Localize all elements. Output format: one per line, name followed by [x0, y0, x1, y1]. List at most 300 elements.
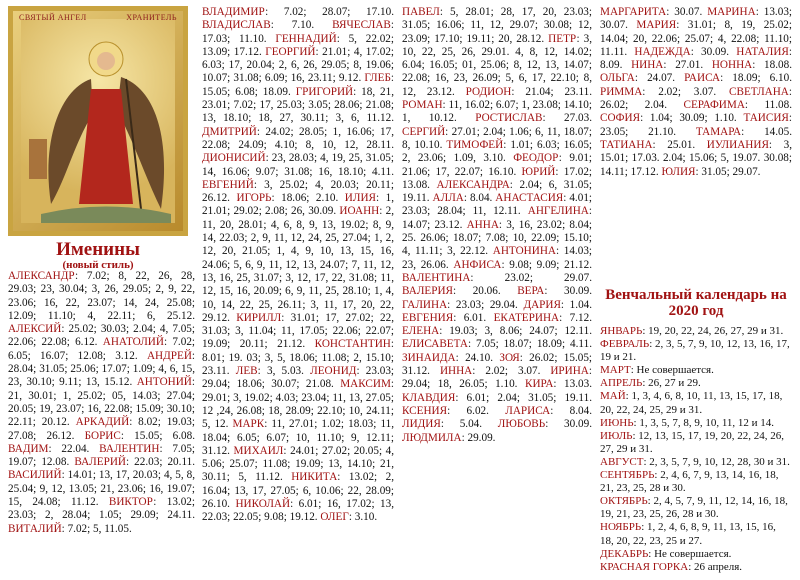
nameday-entry: ДМИТРИЙ: 24.02; 28.05; 1, 16.06; 17, 22.08; 24.09; 4.10; 8, 10, 12, 28.11. — [202, 125, 394, 151]
nameday-name: ЛЕВ — [235, 365, 258, 378]
wedding-month-dates: 1, 3, 5, 7, 8, 9, 10, 11, 12 и 14. — [639, 416, 775, 429]
wedding-month-name: НОЯБРЬ — [600, 521, 642, 534]
nameday-name: ВАДИМ — [8, 442, 49, 455]
nameday-entry: СВЕТЛАНА: 26.02; 2.04. — [600, 85, 792, 112]
nameday-name: ОЛЕГ — [320, 511, 349, 524]
nameday-name: ВАЛЕНТИН — [99, 442, 160, 455]
nameday-entry: ДИОНИСИЙ: 23, 28.03; 4, 19, 25, 31.05; 14, 16.06; 9.07; 31.08; 16, 18.10; 4.11. — [202, 152, 395, 178]
nameday-dates: 3, 16, 23.02; 8.04; 25. 26.06; 18.07; 7.08; 10, 22.09; 15.10; 4, 11.11; 3, 22.12. — [402, 218, 593, 258]
nameday-entry: ЗИНАИДА: 24.10. — [402, 351, 494, 364]
wedding-month-name: ЯНВАРЬ — [600, 325, 643, 337]
nameday-entry: МАРК: 11, 27.01; 1.02; 18.03; 11, 18.04; 6.05; 6.07; 10, 11.10; 9, 12.11; 31.12. — [202, 418, 395, 457]
namedays-column-1 — [8, 270, 195, 536]
nameday-entry: ВЯЧЕСЛАВ: 17.03; 11.10. — [202, 19, 394, 45]
icon-painting — [21, 19, 175, 223]
nameday-dates: 24.01; 27.02; 20.05; 4, 5.06; 25.07; 11.08; 19.09; 13, 14.10; 21, 30.11; 5, 11.12. — [202, 444, 395, 484]
nameday-name: КИРИЛЛ — [236, 311, 282, 324]
nameday-dates: 7.05; 18.07; 18.09; 4.11. — [476, 338, 592, 351]
nameday-dates: 8.01; 19. 03; 3, 5, 18.06; 11.08; 2, 15.10; 23.11. — [202, 351, 394, 378]
nameday-entry: ВИТАЛИЙ: 7.02; 5, 11.05. — [8, 522, 132, 535]
nameday-dates: 27.03. — [564, 112, 593, 125]
nameday-dates: 11, 27.01; 1.02; 18.03; 11, 18.04; 6.05; 6.07; 10, 11.10; 9, 12.11; 31.12. — [202, 418, 395, 457]
nameday-dates: 14.07; 23.12. — [402, 218, 463, 231]
nameday-name: РОСТИСЛАВ — [475, 112, 543, 125]
nameday-entry: ЛИДИЯ: 5.04. — [402, 418, 483, 431]
nameday-name: ТИМОФЕЙ — [446, 138, 504, 151]
nameday-dates: 8.04. — [469, 192, 493, 205]
nameday-name: ЛЮДМИЛА — [402, 431, 462, 444]
nameday-name: ИУЛИАНИЯ — [706, 138, 769, 151]
wedding-month-entry: СЕНТЯБРЬ: 2, 4, 6, 7, 9, 13, 14, 16, 18, 21, 23, 25, 28 и 30. — [600, 469, 779, 495]
nameday-dates: 20.06. — [472, 285, 501, 298]
nameday-name: ГЕННАДИЙ — [275, 32, 337, 45]
nameday-dates: 4.01; 23.03; 28.04; 11, 12.11. — [402, 192, 593, 218]
nameday-name: ГРИГОРИЙ — [295, 85, 354, 98]
nameday-name: ИРИНА — [550, 365, 589, 378]
nameday-entry: ЕЛЕНА: 19.03; 3, 8.06; 24.07; 12.11. — [402, 325, 592, 338]
nameday-entry: МАКСИМ: 29.01; 3, 19.02; 4.03; 23.04; 11, 13, 27.05; 12 ,24, 26.08; 18, 28.09; 22.10; 10, 24.11; 5, 12. — [202, 378, 394, 431]
wedding-month-name: АПРЕЛЬ — [600, 377, 643, 390]
nameday-name: ВЕРА — [517, 285, 545, 298]
nameday-name: АНТОНИЙ — [136, 376, 192, 389]
nameday-name: ГЛЕБ — [364, 72, 391, 85]
nameday-entry: НИКИТА: 13.02; 2, 16.04; 13, 17, 27.05; 6, 10.06; 22, 28.09; 26.10. — [202, 471, 394, 510]
nameday-entry: АНДРЕЙ: 28.04; 31.05; 25.06; 17.07; 1.09; 4, 6, 15, 23, 30.10; 9.11; 13, 15.12. — [8, 349, 196, 389]
nameday-name: ПЕТР — [548, 32, 577, 45]
nameday-name: ПАВЕЛ — [402, 6, 440, 18]
nameday-entry: НАТАЛИЯ: 8.09. — [600, 45, 793, 72]
nameday-entry: ВЛАДИСЛАВ: 7.10. — [202, 19, 315, 32]
nameday-name: ГЕОРГИЙ — [265, 45, 316, 58]
nameday-name: РОДИОН — [465, 85, 512, 98]
nameday-entry: РОСТИСЛАВ: 27.03. — [475, 112, 593, 125]
wedding-month-entry: ФЕВРАЛЬ: 2, 3, 5, 7, 9, 10, 12, 13, 16, 17, 19 и 21. — [600, 338, 790, 364]
nameday-entry: КЛАВДИЯ: 6.01; 2.04; 31.05; 19.11. — [402, 391, 592, 404]
nameday-dates: 9.01; 21.06; 17, 22.07; 16.10. — [402, 152, 593, 178]
nameday-name: ВЛАДИСЛАВ — [202, 19, 271, 32]
nameday-name: ИОАНН — [339, 205, 380, 218]
nameday-entry: ИЛИЯ: 1, 21.01; 29.02; 2.08; 26, 30.09. — [202, 192, 395, 218]
nameday-name: МАРИЯ — [636, 19, 677, 32]
nameday-name: МАРИНА — [707, 6, 756, 18]
wedding-month-entry: ЯНВАРЬ: 19, 20, 22, 24, 26, 27, 29 и 31. — [600, 325, 784, 337]
nameday-name: НАДЕЖДА — [634, 45, 691, 58]
nameday-name: АНАСТАСИЯ — [495, 192, 564, 205]
wedding-month-name: АВГУСТ — [600, 455, 644, 468]
nameday-dates: 6.02. — [466, 404, 489, 417]
nameday-name: ИГОРЬ — [236, 192, 272, 205]
nameday-entry: ИУЛИАНИЯ: 3, 15.01; 17.03. 2.04; 15.06; 5, 19.07. 30.08; 14.11; 17.12. — [600, 138, 792, 178]
wedding-month-name: КРАСНАЯ ГОРКА — [600, 560, 689, 573]
nameday-name: КОНСТАНТИН — [314, 338, 391, 351]
nameday-dates: 25.02; 30.03; 2.04; 4, 7.05; 22.06; 22.08; 6.12. — [8, 323, 196, 349]
nameday-entry: НОННА: 18.08. — [711, 59, 793, 72]
nameday-dates: 29.01; 3, 19.02; 4.03; 23.04; 11, 13, 27.05; 12 ,24, 26.08; 18, 28.09; 22.10; 10, 24.11; 5, 12. — [202, 391, 394, 431]
nameday-entry: РОМАН: 11, 16.02; 6.07; 1, 23.08; 14.10; 1, 10.12. — [402, 99, 592, 125]
nameday-dates: 8.09. — [600, 59, 623, 72]
nameday-entry: ВАЛЕРИЯ: 20.06. — [402, 285, 501, 298]
nameday-name: КСЕНИЯ — [402, 404, 448, 417]
nameday-name: КЛАВДИЯ — [402, 391, 456, 404]
nameday-name: АЛЕКСАНДРА — [436, 178, 510, 191]
wedding-calendar-title: Венчальный календарь на 2020 год — [605, 287, 787, 319]
nameday-dates: 17.02; 13.08. — [402, 165, 593, 191]
wedding-month-dates: 26, 27 и 29. — [648, 377, 701, 390]
wedding-month-entry: ИЮЛЬ: 12, 13, 15, 17, 19, 20, 22, 24, 26, 27, 29 и 31. — [600, 429, 785, 455]
nameday-name: СОФИЯ — [600, 112, 641, 125]
nameday-dates: 28.04; 31.05; 25.06; 17.07; 1.09; 4, 6, 15, 23, 30.10; 9.11; 13, 15.12. — [8, 363, 195, 389]
wedding-month-name: ДЕКАБРЬ — [600, 547, 649, 560]
nameday-dates: 7.05; 19.07; 12.08. — [8, 442, 196, 469]
nameday-dates: 18, 21, 23.01; 7.02; 17, 25.03; 3.05; 28.06; 21.08; 13, 18.10; 18, 27, 30.11; 3, 6, 11.12. — [202, 85, 395, 125]
nameday-entry: ТАИСИЯ: 23.05; 21.10. — [600, 112, 793, 138]
wedding-calendar-list — [600, 325, 792, 574]
wedding-month-dates: 26 апреля. — [694, 560, 743, 573]
nameday-entry: ОЛЕГ: 3.10. — [320, 511, 378, 524]
nameday-entry: ЕЛИСАВЕТА: 7.05; 18.07; 18.09; 4.11. — [402, 338, 592, 351]
wedding-month-name: МАЙ — [600, 390, 626, 403]
nameday-entry: СЕРГИЙ: 27.01; 2.04; 1.06; 6, 11, 18.07; 8, 10.10. — [402, 125, 592, 151]
nameday-dates: 30.09. — [564, 285, 592, 298]
nameday-entry: ЮРИЙ: 17.02; 13.08. — [402, 165, 593, 191]
nameday-dates: 26.02; 15.05; 31.12. — [402, 351, 593, 378]
nameday-dates: 2, 11, 20, 28.01; 4, 6, 8, 9, 13, 19.02; 8, 9, 14, 22.03; 2, 9, 11, 12, 24, 25, 27.04; 1, 2, 12, 20, 21.05; 1, 4, 9, 10, 13, 15, 16, 24.06; 5, 6, 9, 11, 12, 13, 24.07; 7, 11, 12, 13, 16, 25, 31.07; 3, 12, 17, 22, 31.08; 11, 12, 15, 16, 20.09; 6, 9, 11, 25, 28.10; 1, 4, 10, 14, 22, 25, 26.11; 3, 11, 17, 20, 22, 29.12. — [202, 205, 395, 324]
nameday-entry: КОНСТАНТИН: 8.01; 19. 03; 3, 5, 18.06; 11.08; 2, 15.10; 23.11. — [202, 338, 394, 378]
nameday-dates: 3, 15.01; 17.03. 2.04; 15.06; 5, 19.07. 30.08; 14.11; 17.12. — [600, 138, 792, 178]
nameday-entry: ВАЛЕРИЙ: 22.03; 20.11. — [74, 456, 196, 469]
namedays-heading — [8, 240, 188, 271]
wedding-month-dates: 12, 13, 15, 17, 19, 20, 22, 24, 26, 27, 29 и 31. — [600, 429, 785, 455]
nameday-dates: 1.04; 30.09; 1.10. — [649, 112, 737, 125]
nameday-entry: КСЕНИЯ: 6.02. — [402, 404, 489, 417]
nameday-dates: 18.06; 2.10. — [281, 192, 339, 205]
wedding-month-name: СЕНТЯБРЬ — [600, 469, 655, 482]
nameday-name: НИКОЛАЙ — [235, 497, 291, 510]
nameday-entry: АНГЕЛИНА: 14.07; 23.12. — [402, 205, 592, 231]
nameday-name: МАРК — [232, 418, 265, 431]
nameday-name: ЮРИЙ — [521, 165, 556, 178]
nameday-dates: 6.01. — [463, 311, 487, 324]
nameday-name: ВАЛЕНТИНА — [402, 271, 471, 284]
nameday-dates: 27.01. — [675, 59, 704, 72]
nameday-entry: АЛЕКСИЙ: 25.02; 30.03; 2.04; 4, 7.05; 22.06; 22.08; 6.12. — [8, 323, 196, 349]
nameday-entry: ВАСИЛИЙ: 14.01; 13, 17, 20.03; 4, 5, 8, 25.04; 9, 12, 13.05; 21, 23.06; 16, 19.07; 15, 24.08; 11.12. — [8, 469, 196, 509]
nameday-dates: 7.02; 28.07; 17.10. — [283, 6, 394, 18]
nameday-name: ВИТАЛИЙ — [8, 522, 62, 535]
nameday-dates: 15.05; 6.08; 18.09. — [202, 85, 291, 98]
nameday-dates: 1.01; 6.03; 16.05; 2, 23.06; 1.09, 3.10. — [402, 138, 593, 165]
nameday-name: ДИОНИСИЙ — [202, 152, 266, 165]
wedding-month-name: ИЮНЬ — [600, 416, 634, 429]
nameday-entry: ИГОРЬ: 18.06; 2.10. — [236, 192, 339, 205]
guardian-angel-icon-image — [8, 6, 188, 236]
nameday-dates: 5.04. — [459, 418, 483, 431]
nameday-name: АРКАДИЙ — [75, 416, 130, 429]
nameday-name: МАКСИМ — [340, 378, 391, 391]
nameday-name: ВАСИЛИЙ — [8, 469, 62, 482]
nameday-entry: ТИМОФЕЙ: 1.01; 6.03; 16.05; 2, 23.06; 1.09, 3.10. — [402, 138, 593, 165]
nameday-entry: ФЕОДОР: 9.01; 21.06; 17, 22.07; 16.10. — [402, 152, 593, 178]
nameday-name: ВЯЧЕСЛАВ — [332, 19, 391, 32]
nameday-dates: 3, 10, 22, 25, 26, 29.01. 4, 8, 12, 14.02; 6.04; 16.05; 01, 25.06; 8, 12, 13, 14.07; 22.08; 16, 23, 26.09; 5, 6, 17, 22.10; 8, 12, 23.12. — [402, 32, 592, 98]
nameday-dates: 25.01. — [667, 138, 696, 151]
nameday-name: ЕВГЕНИЯ — [402, 311, 454, 324]
nameday-name: ЛЕОНИД — [310, 365, 357, 378]
nameday-entry: НИНА: 27.01. — [631, 59, 704, 72]
nameday-entry: ИРИНА: 29.04; 18, 26.05; 1.10. — [402, 365, 592, 391]
nameday-name: ЕЛЕНА — [402, 325, 440, 338]
nameday-name: ТАТИАНА — [600, 138, 653, 151]
nameday-dates: 14.03; 23, 26.06. — [402, 245, 593, 271]
nameday-entry: ИОАНН: 2, 11, 20, 28.01; 4, 6, 8, 9, 13, 19.02; 8, 9, 14, 22.03; 2, 9, 11, 12, 24, 25, 27.04; 1, 2, 12, 20, 21.05; 1, 4, 9, 10, 13, 15, 16, 24.06; 5, 6, 9, 11, 12, 13, 24.07; 7, 11, 12, 13, 16, 25, 31.07; 3, 12, 17, 22, 31.08; 11, 12, 15, 16, 20.09; 6, 9, 11, 25, 28.10; 1, 4, 10, 14, 22, 25, 26.11; 3, 11, 17, 20, 22, 29.12. — [202, 205, 395, 324]
nameday-dates: 15.05; 6.08. — [134, 429, 196, 442]
nameday-entry: ВАЛЕНТИНА: 23.02; 29.07. — [402, 271, 592, 284]
nameday-entry: РАИСА: 18.09; 6.10. — [684, 72, 793, 85]
nameday-entry: МАРГАРИТА: 30.07. — [600, 6, 703, 18]
nameday-name: ОЛЬГА — [600, 72, 635, 85]
nameday-dates: 3.10. — [354, 511, 378, 524]
wedding-month-entry: КРАСНАЯ ГОРКА: 26 апреля. — [600, 560, 743, 573]
nameday-dates: 24.02; 28.05; 1, 16.06; 17, 22.08; 24.09; 4.10; 8, 10, 12, 28.11. — [202, 125, 394, 151]
nameday-dates: 1, 21.01; 29.02; 2.08; 26, 30.09. — [202, 192, 395, 218]
nameday-entry: ВЕРА: 30.09. — [517, 285, 592, 298]
nameday-name: НОННА — [711, 59, 753, 72]
namedays-column-3 — [402, 6, 592, 445]
nameday-entry: АННА: 3, 16, 23.02; 8.04; 25. 26.06; 18.07; 7.08; 10, 22.09; 15.10; 4, 11.11; 3, 22.12. — [402, 218, 593, 258]
nameday-entry: АНАТОЛИЙ: 7.02; 6.05; 16.07; 12.08; 3.12. — [8, 336, 196, 362]
nameday-dates: 31.05; 29.07. — [701, 165, 761, 178]
nameday-name: МИХАИЛ — [233, 444, 284, 457]
wedding-month-dates: Не совершается. — [654, 547, 732, 560]
nameday-dates: 7.02; 8, 22, 26, 28, 29.03; 23, 30.04; 3, 26, 29.05; 2, 9, 22, 23.06; 16, 22, 23.07; 14, 24, 25.08; 12.09; 11.10; 4, 22.11; 6, 25.12. — [8, 270, 196, 322]
angel-figure-icon — [21, 19, 175, 223]
icon-caption — [13, 13, 183, 22]
nameday-entry: СОФИЯ: 1.04; 30.09; 1.10. — [600, 112, 737, 125]
nameday-dates: 8.02; 19.03; 27.08; 26.12. — [8, 416, 195, 442]
nameday-entry: ЕВГЕНИЯ: 6.01. — [402, 311, 487, 324]
wedding-month-entry: ДЕКАБРЬ: Не совершается. — [600, 547, 732, 560]
wedding-month-entry: МАЙ: 1, 3, 4, 6, 8, 10, 11, 13, 15, 17, 18, 20, 22, 24, 25, 29 и 31. — [600, 390, 783, 416]
nameday-name: КИРА — [524, 378, 554, 391]
nameday-entry: НИКОЛАЙ: 6.01; 16, 17.02; 13, 22.03; 22.05; 9.08; 19.12. — [202, 497, 395, 524]
nameday-name: РОМАН — [402, 99, 443, 112]
nameday-name: ДАРИЯ — [523, 298, 561, 311]
nameday-dates: 21.01; 4, 17.02; 6.03; 17, 20.04; 2, 6, 26, 29.05; 8, 19.06; 10.07; 31.08; 6.09; 16, 23.11; 9.12. — [202, 45, 395, 85]
nameday-dates: 30.09. — [564, 418, 593, 431]
nameday-entry: ВАЛЕНТИН: 7.05; 19.07; 12.08. — [8, 442, 196, 469]
nameday-entry: ДАРИЯ: 1.04. — [523, 298, 593, 311]
nameday-entry: АНФИСА: 9.08; 9.09; 21.12. — [453, 258, 593, 271]
nameday-dates: 23.05; 21.10. — [600, 125, 677, 138]
nameday-name: ЕЛИСАВЕТА — [402, 338, 468, 351]
nameday-dates: 23, 28.03; 4, 19, 25, 31.05; 14, 16.06; 9.07; 31.08; 16, 18.10; 4.11. — [202, 152, 395, 178]
nameday-entry: ЛЕОНИД: 23.03; 29.04; 18.06; 30.07; 21.08. — [202, 365, 395, 391]
nameday-entry: ЛЮДМИЛА: 29.09. — [402, 431, 496, 444]
nameday-entry: ИННА: 2.02; 3.07. — [439, 365, 541, 378]
nameday-dates: 5, 22.02; 13.09; 17.12. — [202, 32, 395, 58]
nameday-name: АЛЛА — [432, 192, 464, 205]
nameday-name: РИММА — [600, 85, 643, 98]
nameday-name: ЕВГЕНИЙ — [202, 178, 254, 191]
nameday-name: НИКИТА — [291, 471, 338, 484]
nameday-name: ВАЛЕРИЙ — [74, 456, 126, 469]
nameday-entry: ЛЮБОВЬ: 30.09. — [497, 418, 593, 431]
wedding-month-dates: 1, 2, 4, 6, 8, 9, 11, 13, 15, 16, 18, 20, 22, 23, 25 и 27. — [600, 521, 776, 547]
nameday-name: АННА — [466, 218, 499, 231]
nameday-dates: 9.08; 9.09; 21.12. — [509, 258, 593, 271]
nameday-dates: 21, 30.01; 1, 25.02; 05, 14.03; 27.04; 20.05; 19, 23.07; 16, 22.08; 15.09; 30.10; 22.11; 20.12. — [8, 389, 195, 429]
nameday-dates: 13.02; 2, 16.04; 13, 17, 27.05; 6, 10.06; 22, 28.09; 26.10. — [202, 471, 394, 510]
nameday-name: МАРГАРИТА — [600, 6, 667, 18]
nameday-name: ЗИНАИДА — [402, 351, 456, 364]
nameday-dates: 3, 5.03. — [266, 365, 304, 378]
nameday-entry: МАРИЯ: 31.01; 8, 19, 25.02; 14.04; 20, 22.06; 25.07; 4, 22.08; 11.10; 11.11. — [600, 19, 792, 58]
nameday-dates: 24.07. — [647, 72, 676, 85]
nameday-name: СЕРГИЙ — [402, 125, 446, 138]
wedding-month-dates: 19, 20, 22, 24, 26, 27, 29 и 31. — [648, 325, 784, 337]
nameday-dates: 7.10. — [291, 19, 315, 32]
namedays-column-2 — [202, 6, 394, 525]
nameday-dates: 6.01; 2.04; 31.05; 19.11. — [466, 391, 592, 404]
nameday-entry: ЮЛИЯ: 31.05; 29.07. — [661, 165, 761, 178]
nameday-name: ТАМАРА — [695, 125, 742, 138]
nameday-entry: ЛАРИСА: 8.04. — [505, 404, 593, 417]
nameday-name: ЛЮБОВЬ — [497, 418, 546, 431]
nameday-name: АНГЕЛИНА — [527, 205, 589, 218]
nameday-dates: 22.04. — [61, 442, 90, 455]
wedding-month-name: ФЕВРАЛЬ — [600, 338, 650, 351]
nameday-dates: 13.02; 23.03; 2, 28.04; 1.05; 29.09; 24.11. — [8, 496, 195, 522]
nameday-entry: ЗОЯ: 26.02; 15.05; 31.12. — [402, 351, 593, 378]
wedding-month-entry: ИЮНЬ: 1, 3, 5, 7, 8, 9, 10, 11, 12 и 14. — [600, 416, 775, 429]
nameday-entry: РОДИОН: 21.04; 23.11. — [465, 85, 593, 98]
nameday-entry: ГЕОРГИЙ: 21.01; 4, 17.02; 6.03; 17, 20.04; 2, 6, 26, 29.05; 8, 19.06; 10.07; 31.08; 6.09; 16, 23.11; 9.12. — [202, 45, 395, 85]
nameday-entry: АНАСТАСИЯ: 4.01; 23.03; 28.04; 11, 12.11. — [402, 192, 593, 218]
nameday-dates: 18.09; 6.10. — [732, 72, 793, 85]
nameday-name: НИНА — [631, 59, 664, 72]
nameday-entry: АЛЛА: 8.04. — [432, 192, 493, 205]
nameday-entry: ГАЛИНА: 23.03; 29.04. — [402, 298, 518, 311]
wedding-month-name: ИЮЛЬ — [600, 429, 633, 442]
wedding-month-dates: 2, 3, 5, 7, 9, 10, 12, 28, 30 и 31. — [649, 455, 790, 468]
nameday-dates: 19.03; 3, 8.06; 24.07; 12.11. — [449, 325, 592, 338]
nameday-name: ЛАРИСА — [505, 404, 551, 417]
nameday-name: ФЕОДОР — [513, 152, 559, 165]
nameday-dates: 17.03; 11.10. — [202, 32, 267, 45]
wedding-month-dates: 1, 3, 4, 6, 8, 10, 11, 13, 15, 17, 18, 20, 22, 24, 25, 29 и 31. — [600, 390, 783, 416]
nameday-name: ВАЛЕРИЯ — [402, 285, 454, 298]
wedding-month-dates: 2, 4, 5, 7, 9, 11, 12, 14, 16, 18, 19, 21, 23, 25, 26, 28 и 30. — [600, 495, 788, 521]
nameday-name: БОРИС — [84, 429, 121, 442]
nameday-name: ТАИСИЯ — [743, 112, 789, 125]
nameday-name: ГАЛИНА — [402, 298, 448, 311]
wedding-month-entry: ОКТЯБРЬ: 2, 4, 5, 7, 9, 11, 12, 14, 16, 18, 19, 21, 23, 25, 26, 28 и 30. — [600, 495, 788, 521]
nameday-dates: 2.02; 3.07. — [658, 85, 717, 98]
nameday-name: СЕРАФИМА — [683, 99, 745, 112]
nameday-dates: 5, 28.01; 28, 17, 20, 23.03; 31.05; 16.06; 11, 12, 29.07; 30.08; 12, 23.09; 17.10; 19.11; 20, 28.12. — [402, 6, 593, 45]
head-shape — [97, 52, 115, 70]
nameday-dates: 23.03; 29.04; 18.06; 30.07; 21.08. — [202, 365, 395, 391]
nameday-entry: ГРИГОРИЙ: 18, 21, 23.01; 7.02; 17, 25.03; 3.05; 28.06; 21.08; 13, 18.10; 18, 27, 30.11; 3, 6, 11.12. — [202, 85, 395, 125]
nameday-dates: 21.04; 23.11. — [525, 85, 593, 98]
nameday-dates: 2.04; 6, 31.05; 19.11. — [402, 178, 592, 205]
wedding-month-name: МАРТ — [600, 364, 631, 377]
nameday-entry: АНТОНИНА: 14.03; 23, 26.06. — [402, 245, 593, 271]
nameday-dates: 6.01; 16, 17.02; 13, 22.03; 22.05; 9.08; 19.12. — [202, 497, 395, 524]
nameday-name: ЗОЯ — [499, 351, 520, 364]
nameday-name: ЛИДИЯ — [402, 418, 441, 431]
ground-shape — [41, 207, 171, 224]
nameday-dates: 13.03. — [564, 378, 592, 391]
nameday-entry: ЕКАТЕРИНА: 7.12. — [493, 311, 593, 324]
nameday-entry: НАДЕЖДА: 30.09. — [634, 45, 730, 58]
nameday-dates: 3, 25.02; 4, 20.03; 20.11; 26.12. — [202, 178, 394, 205]
nameday-dates: 18.08. — [764, 59, 793, 72]
nameday-dates: 24.10. — [465, 351, 494, 364]
nameday-entry: АЛЕКСАНДРА: 2.04; 6, 31.05; 19.11. — [402, 178, 592, 205]
nameday-name: АНФИСА — [453, 258, 502, 271]
nameday-name: ВИКТОР — [108, 496, 154, 509]
nameday-dates: 26.02; 2.04. — [600, 99, 668, 112]
nameday-entry: АЛЕКСАНДР: 7.02; 8, 22, 26, 28, 29.03; 23, 30.04; 3, 26, 29.05; 2, 9, 22, 23.06; 16, 22, 23.07; 14, 24, 25.08; 12.09; 11.10; 4, 22.11; 6, 25.12. — [8, 270, 196, 322]
nameday-dates: 13.03; 30.07. — [600, 6, 793, 32]
nameday-dates: 27.01; 2.04; 1.06; 6, 11, 18.07; 8, 10.10. — [402, 125, 592, 151]
nameday-name: АНДРЕЙ — [146, 349, 192, 362]
nameday-dates: 2.02; 3.07. — [485, 365, 541, 378]
nameday-entry: АРКАДИЙ: 8.02; 19.03; 27.08; 26.12. — [8, 416, 195, 442]
wedding-month-entry: МАРТ: Не совершается. — [600, 364, 714, 377]
nameday-entry: АНТОНИЙ: 21, 30.01; 1, 25.02; 05, 14.03; 27.04; 20.05; 19, 23.07; 16, 22.08; 15.09; 30.10; 22.11; 20.12. — [8, 376, 195, 429]
nameday-dates: 23.03; 29.04. — [455, 298, 518, 311]
nameday-name: СВЕТЛАНА — [729, 85, 789, 98]
nameday-dates: 7.02; 6.05; 16.07; 12.08; 3.12. — [8, 336, 196, 362]
nameday-entry: ОЛЬГА: 24.07. — [600, 72, 676, 85]
nameday-dates: 8.04. — [569, 404, 593, 417]
nameday-entry: БОРИС: 15.05; 6.08. — [84, 429, 196, 442]
nameday-entry: ВЛАДИМИР: 7.02; 28.07; 17.10. — [202, 6, 394, 18]
church-shape — [29, 139, 47, 179]
nameday-entry: КИРА: 13.03. — [524, 378, 592, 391]
nameday-dates: 29.04; 18, 26.05; 1.10. — [402, 378, 518, 391]
nameday-name: ВЛАДИМИР — [202, 6, 266, 18]
nameday-entry: ПАВЕЛ: 5, 28.01; 28, 17, 20, 23.03; 31.05; 16.06; 11, 12, 29.07; 30.08; 12, 23.09; 17.10; 19.11; 20, 28.12. — [402, 6, 593, 45]
nameday-entry: КИРИЛЛ: 31.01; 17, 27.02; 22, 31.03; 3, 11.04; 11, 17.05; 22.06; 22.07; 19.09; 20.11; 21.12. — [202, 311, 395, 351]
nameday-name: АНТОНИНА — [492, 245, 556, 258]
nameday-name: ИЛИЯ — [344, 192, 377, 205]
wedding-month-entry: АВГУСТ: 2, 3, 5, 7, 9, 10, 12, 28, 30 и 31. — [600, 455, 790, 468]
nameday-name: РАИСА — [684, 72, 721, 85]
wedding-month-entry: АПРЕЛЬ: 26, 27 и 29. — [600, 377, 701, 390]
nameday-entry: СЕРАФИМА: 11.08. — [683, 99, 792, 112]
nameday-dates: 11.08. — [764, 99, 792, 112]
nameday-dates: 30.07. — [674, 6, 703, 18]
wedding-month-name: ОКТЯБРЬ — [600, 495, 648, 508]
icon-caption-left: СВЯТЫЙ АНГЕЛ — [19, 13, 87, 22]
nameday-dates: 7.12. — [569, 311, 593, 324]
nameday-entry: ВАДИМ: 22.04. — [8, 442, 90, 455]
nameday-dates: 30.09. — [701, 45, 730, 58]
nameday-entry: ГЛЕБ: 15.05; 6.08; 18.09. — [202, 72, 394, 98]
wedding-month-entry: НОЯБРЬ: 1, 2, 4, 6, 8, 9, 11, 13, 15, 16, 18, 20, 22, 23, 25 и 27. — [600, 521, 776, 547]
wedding-month-dates: Не совершается. — [636, 364, 714, 377]
nameday-dates: 7.02; 5, 11.05. — [67, 522, 132, 535]
nameday-dates: 22.03; 20.11. — [134, 456, 196, 469]
nameday-entry: ТАТИАНА: 25.01. — [600, 138, 696, 151]
nameday-name: АНАТОЛИЙ — [102, 336, 164, 349]
nameday-name: АЛЕКСАНДР — [8, 270, 76, 282]
icon-caption-right: ХРАНИТЕЛЬ — [126, 13, 177, 22]
nameday-dates: 14.05. — [764, 125, 793, 138]
